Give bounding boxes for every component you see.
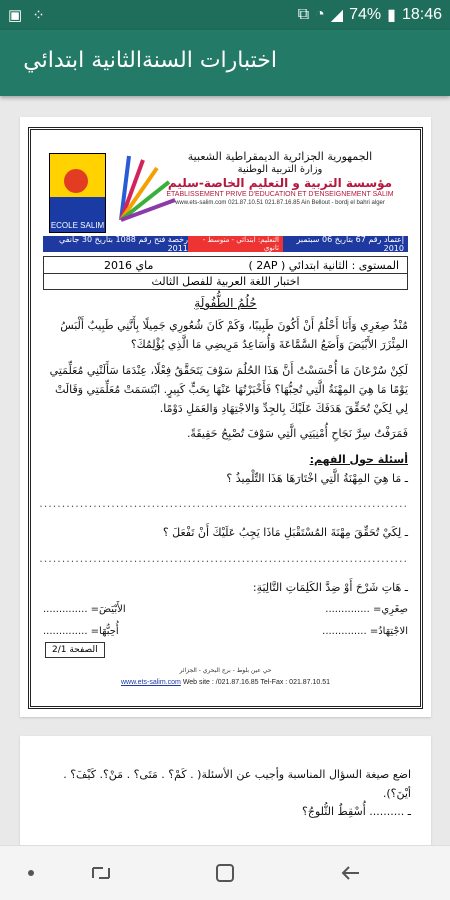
instruction-line-2: أيْنَ؟).: [382, 786, 411, 800]
exam-subject: اختبار اللغة العربية للفصل الثالث: [151, 274, 300, 288]
footer-address: حي عين بلوط - برج البحري - الجزائر: [179, 667, 272, 674]
answer-line-2: ..................................................................................: [39, 551, 408, 565]
wifi-icon: ◔: [315, 6, 325, 23]
exam-date: ماي 2016: [104, 258, 154, 272]
exam-content: [39, 293, 408, 640]
recent-apps-icon[interactable]: [88, 860, 114, 886]
back-arrow-icon[interactable]: [338, 860, 364, 886]
page-2-content: [51, 766, 411, 822]
school-header: الجمهورية الجزائرية الديمقراطية الشعبية وزارة التربية الوطنية مؤسسة التربية و التعليم الخاصة-سليم ETABLISSEMENT PRIVE D'EDUCATION ET D'ENSEIGNEMENT SALIM www.ets-salim.com 021.87.10.51 021.87.16.85 Ain Bellout - bordj el bahri alger: [166, 150, 394, 206]
word-2: الأَبْيَضَ= ..............: [43, 604, 126, 615]
question-line: ـ .......... أُسْقِطُ الثُّلوجُ؟: [302, 805, 411, 819]
signal-icon: ◢: [330, 7, 344, 24]
page-border: [28, 127, 423, 709]
nav-dot-icon[interactable]: [18, 860, 44, 886]
question-3: ـ هَاتِ شَرْحَ أَوْ ضِدَّ الكَلِمَاتِ التَّالِيَةِ:: [252, 580, 408, 594]
question-2: ـ لِكَيْ تُحَقِّقَ مِهْنَةَ المُسْتَقْبَلِ مَاذَا يَجِبُ عَلَيْكَ أَنْ تَفْعَلَ ؟: [162, 526, 408, 540]
word-3: الاجْتِهَادُ= ..............: [322, 625, 408, 637]
instruction-line-1: اضع صيغة السؤال المناسبة وأجيب عن الأسئلة( . كَمْ؟ . مَتَى؟ . مَنْ؟. كَيْفَ؟ .: [63, 768, 411, 781]
home-icon[interactable]: [212, 860, 238, 886]
paragraph-2: لَكِنْ سُرْعَانَ مَا أُحْسَسْتُ أَنَّ هَذَا الحُلُمَ سَوْفَ يَتَحَقَّقُ فِعْلًا، عِنْدَمَا سَأَلَتْنِي مُعَلِّمَتِي يَوْمًا مَا هِيَ المِهْنَةُ الَّتِي تُحِبُّهَا؟ فَأَخْبَرْتُهَا عَنْهَا بِحَبٍّ كَبِيرٍ. ابْتَسَمَتْ مُعَلِّمَتِي وَقَالَتْ لِي لِكَيْ تُحَقِّقَ هَدَفَكَ عَلَيْكَ بِالجِدِّ وَالاجْتِهَادِ وَالعَمَلِ دَوْمًا.: [49, 363, 408, 415]
status-bar: [0, 0, 450, 30]
website-link[interactable]: www.ets-salim.com: [120, 679, 181, 686]
cast-icon: ⧉: [297, 6, 310, 23]
gallery-icon: ▣: [8, 7, 23, 24]
questions-title: أسئلة حول الفهم:: [309, 452, 408, 466]
battery-icon: ▮: [387, 7, 396, 24]
word-4: أُحِبُّهَا= ..............: [43, 625, 119, 637]
battery-percent: 74%: [349, 6, 382, 23]
exam-info-box: [43, 256, 408, 290]
answer-line-1: ..................................................................................: [39, 497, 408, 510]
footer-contact: [37, 679, 414, 686]
grid-apps-icon: ⁘: [32, 7, 45, 24]
school-logo: ECOLE SALIM: [49, 153, 106, 233]
paragraph-3: فَمَرَفْتُ سِرَّ نَجَاحِ أُمْنِيَتِي الَّتِي سَوْفَ تُصْبِحُ حَقِيقَةً.: [186, 427, 408, 441]
app-title: اختبارات السنةالثانية ابتدائي: [23, 48, 277, 73]
clock: 18:46: [401, 6, 442, 23]
document-page-2[interactable]: [20, 736, 431, 856]
text-title: حُلُمُ الطُّفُولَةِ: [194, 296, 257, 310]
paragraph-1: مُنْذُ صِغَرِي وَأَنَا أَحْلُمُ أَنْ أَكُونَ طَبِيبًا، وَكَمْ كَانَ شُعُورِي جَمِيلًا بِأَنَّنِي طَبِيبٌ أَلْبَسُ المِئْزَرَ الأَبْيَضَ وَأَضَعُ السَّمَّاعَةَ وَأُسَاعِدُ مَرِيضِي مَا الَّذِي يُؤْلِمُكَ؟: [60, 319, 408, 352]
app-bar: [0, 30, 450, 96]
license-bar: رخصة فتح رقم 1088 بتاريخ 30 جانفي 2011 التعليم: ابتدائي - متوسط - ثانوي إعتماد رقم 67 بتاريخ 06 سبتمبر 2010: [43, 236, 408, 252]
document-page-1[interactable]: [20, 117, 431, 717]
footer-phones: Web site : /021.87.16.85 Tel-Fax : 021.87.10.51: [182, 679, 331, 686]
page-number-box: الصفحة 2/1: [45, 642, 105, 658]
question-1: ـ مَا هِيَ المِهْنَةُ الَّتِي اخْتَارَهَا هَذَا التِّلْمِيذُ ؟: [226, 471, 408, 485]
level-label: المستوى : الثانية ابتدائي ( 2AP ): [248, 258, 399, 272]
word-1: صِغَرِي= ..............: [325, 604, 408, 615]
system-nav-bar: [0, 845, 450, 900]
